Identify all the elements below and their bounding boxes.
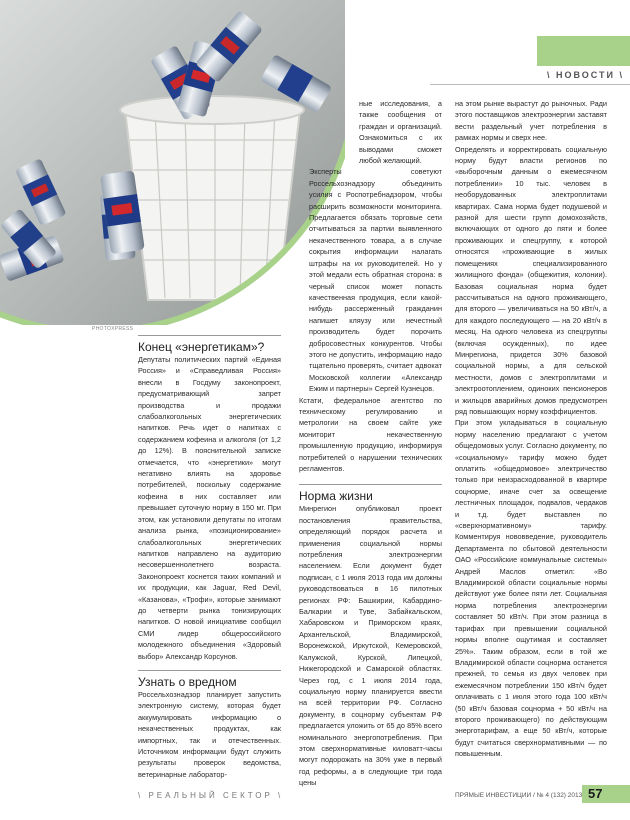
article-rule xyxy=(138,670,281,671)
energy-drinks-photo xyxy=(0,0,345,325)
article-text-regions: Определять и корректировать социальную норму будут власти регионов по «выборочным данным о ежемесячном потреблении» 10 тыс. человек в необорудованных электроплитами квартирах. Сама норма будет подушевой и разной для шести групп домохозяйств, включающих от одного до пяти и более проживающих и спецгруппу, к которой относятся «проживающие в жилых помещениях специализированного жилищного фонда» (общежития, колонии). Базовая социальная норма будет рассчитываться на одного проживающего, для второго — увеличиваться на 50 кВт/ч, а для каждого последующего — на 20 кВт/ч в месяц. На одного человека из спецгруппы (включая осужденных), по идее Минрегиона, придется 30% базовой социальной нормы, а для сельской местности, домов с электроплитами и электроотоплением, одиноких пенсионеров и жильцов аварийных домов предусмотрен ряд повышающих норму коэффициентов. xyxy=(455,144,607,416)
article-text-energy-drinks: Депутаты политических партий «Единая Россия» и «Справедливая Россия» внесли в Госдуму законопроект, предусматривающий запрет производства и продажи слабоалкогольных энергетических напитков. Речь идет о напитках с содержанием кофеина и алкоголя (от 1,2 до 12%). В пояснительной записке отмечается, что «энергетики» могут негативно влиять на здоровье потребителей, поскольку содержание кофеина в них составляет или превышает суточную норму в 150 мг. При этом, как установили депутаты по итогам анализа рынка, «позиционирование» слабоалкогольных энергетических напитков направлено на аудиторию несовершеннолетнего возраста. Законопроект коснется таких компаний и их продукции, как Jaguar, Red Devil, «Казанова», «Трофи», которые занимают до четверти рынка тонизирующих напитков. О новой инициативе сообщил СМИ лидер общероссийского молодежного объединения «Здоровый выбор» Александр Корсунов. xyxy=(138,355,281,661)
section-rule xyxy=(430,84,630,85)
column-1 xyxy=(138,335,281,780)
article-rule xyxy=(138,335,281,336)
section-title: \ НОВОСТИ \ xyxy=(546,70,624,80)
photo-credit: PHOTOXPRESS xyxy=(92,326,134,332)
article-heading-norm: Норма жизни xyxy=(299,489,373,504)
article-text-agency: Кстати, федеральное агентство по техническому регулированию и метрологии на своем сайте уже мониторит некачественную промышленную продукцию, информируя потребителей о нарушении технических регламентов. xyxy=(299,395,442,473)
footer-magazine: ПРЯМЫЕ ИНВЕСТИЦИИ / № 4 (132) 2013 xyxy=(455,792,583,799)
column-2 xyxy=(299,98,442,789)
article-heading-harmful: Узнать о вредном xyxy=(138,674,237,689)
article-text-norm: Минрегион опубликовал проект постановления правительства, определяющий порядок расчета и применения социальной нормы потребления электроэнергии населением. Если документ будет подписан, с 1 июля 2013 года им должны руководствоваться в 16 пилотных регионах РФ: Башкирии, Кабардино-Балкарии и Туве, Забайкальском, Хабаровском и Приморском краях, Архангельской, Владимирской, Воронежской, Иркутской, Кемеровской, Калужской, Курской, Липецкой, Нижегородской и Самарской областях. Через год, с 1 июля 2014 года, социальную норму планируется ввести на всей территории РФ. Согласно документу, в соцнорму субъектам РФ предлагается уложить от 65 до 85% всего номинального энергопотребления. При этом сверхнормативные киловатт-часы могут подорожать на 30% уже в первый год реформы, а в следующие три года цены xyxy=(299,504,442,788)
article-text-experts: Эксперты советуют Россельхознадзору объединить усилия с Роспотребнадзором, чтобы расширить возможности мониторинга. Предлагается обязать торговые сети отчитываться за партии выявленного некачественного товара, а в случае сокрытия информации налагать штрафы на их руководителей. Но у этой медали есть обратная сторона: в черный список может попасть качественная продукция, если какой-нибудь рассерженный гражданин напишет кляузу или нечестный производитель будет порочить добросовестных конкурентов. Чтобы этого не допустить, информацию надо тщательно проверять, считает адвокат Московской коллегии «Александр Ежим и партнеры» Сергей Кузнецов. xyxy=(309,167,442,394)
footer-section: \ РЕАЛЬНЫЙ СЕКТОР \ xyxy=(138,791,284,800)
article-text-harmful: Россельхознадзор планирует запустить электронную систему, которая будет аккумулировать информацию о некачественных продуктах, как импортных, так и отечественных. Источником информации будут служить результаты проверок ведомства, ветеринарные лаборатор- xyxy=(138,689,281,779)
article-text-continued: ные исследования, а также сообщения от граждан и организаций. Ознакомиться с их выводами сможет любой желающий. xyxy=(359,99,442,166)
article-text-norm-continued: на этом рынке вырастут до рыночных. Ради этого поставщиков электроэнергии заставят вести раздельный учет потребления в рамках нормы и сверх нее. xyxy=(455,99,607,143)
column-3 xyxy=(455,98,607,760)
page-number: 57 xyxy=(588,786,603,801)
article-heading-energy-drinks: Конец «энергетикам»? xyxy=(138,340,265,354)
section-accent-bar xyxy=(537,36,630,66)
article-rule xyxy=(299,484,442,485)
article-text-household: При этом укладываться в социальную норму населению предлагают с учетом общедомовых услуг. Согласно документу, по «социальному» тарифу можно будет оплатить «общедомовое» электричество только при неизрасходованной в квартире соцнорме, иначе счет за освещение лестничных площадок, подвалов, чердаков и т.д. будет выставлен по «сверхнормативному» тарифу. Комментируя нововведение, руководитель Департамента по сбытовой деятельности ОАО «Российские коммунальные системы» Андрей Маслов отметил: «Во Владимирской области социальные нормы действуют уже более пяти лет. Социальная норма потребления электроэнергии составляет 50 кВт/ч. При этом разница в тарифах при превышении социальной нормы вполне ощутимая и составляет 25%». Таким образом, если в той же Владимирской области соцнорма останется прежней, то семья из двух человек при ежемесячном потреблении 150 кВт/ч будет оплачивать с 1 июля этого года 100 кВт/ч (50 кВт/ч базовая соцнорма + 50 кВт/ч на второго проживающего) по действующим энерготарифам, а еще 50 кВт/ч, которые будут считаться сверхнормативными — по повышенным. xyxy=(455,418,607,759)
